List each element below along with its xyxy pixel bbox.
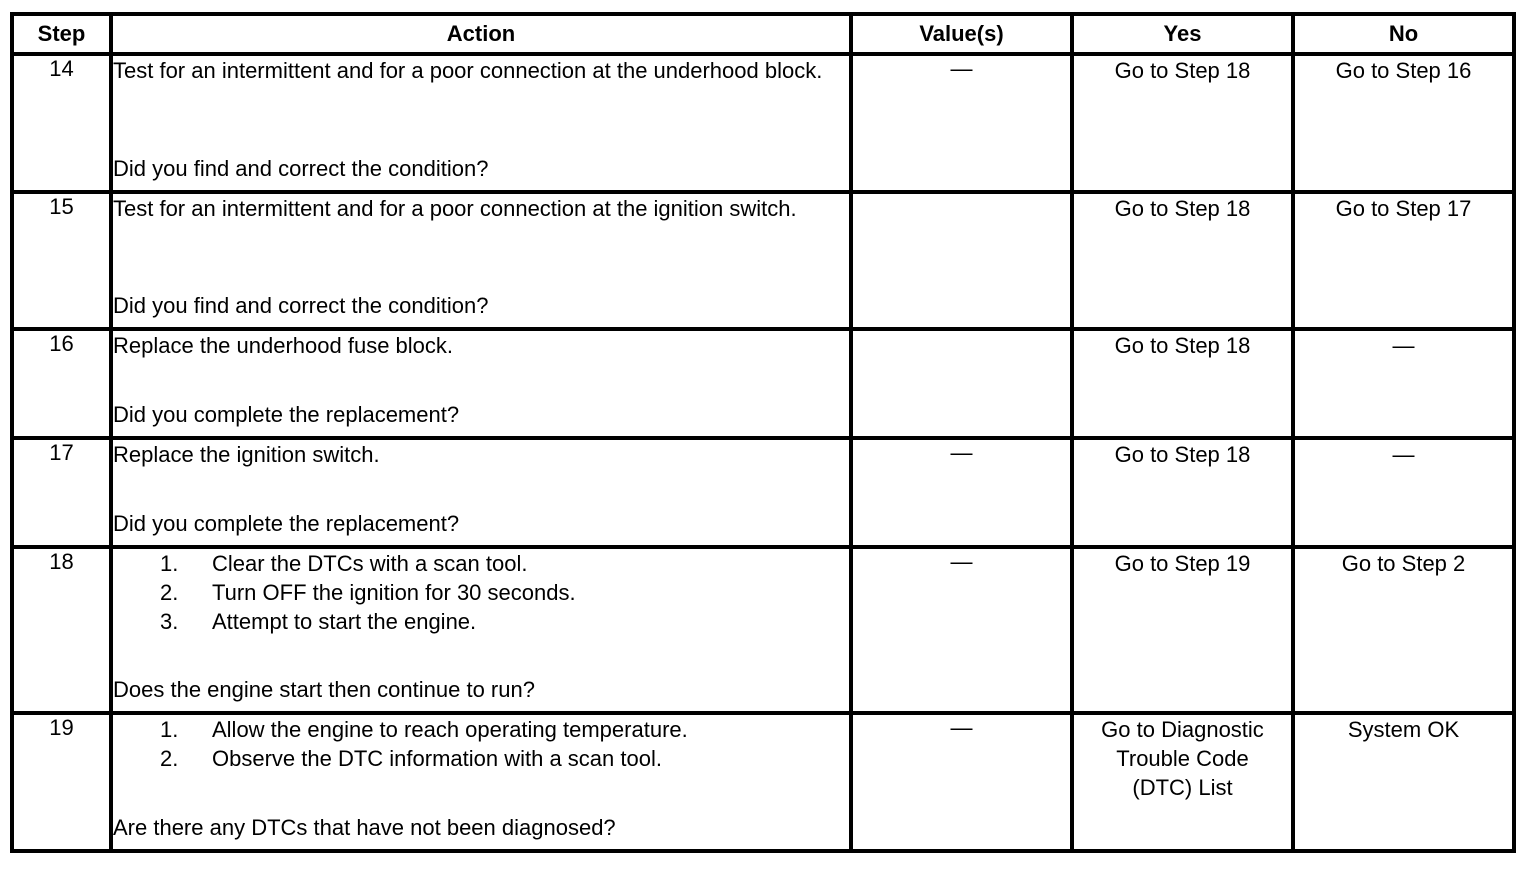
action-step-list — [113, 549, 849, 636]
list-item — [160, 549, 849, 578]
no-result: — — [1293, 438, 1514, 547]
table-row — [12, 438, 1514, 547]
value-cell — [851, 192, 1072, 329]
header-yes: Yes — [1072, 14, 1293, 54]
step-number: 18 — [12, 547, 111, 713]
list-number: 1. — [160, 717, 179, 742]
yes-result: Go to Step 18 — [1072, 329, 1293, 438]
action-question: Are there any DTCs that have not been diagnosed? — [113, 815, 616, 840]
diagnostic-table — [10, 12, 1516, 853]
no-result: System OK — [1293, 713, 1514, 851]
list-text: Allow the engine to reach operating temperature. — [212, 717, 688, 742]
action-cell — [111, 329, 851, 438]
no-result: Go to Step 17 — [1293, 192, 1514, 329]
action-cell — [111, 713, 851, 851]
step-number: 17 — [12, 438, 111, 547]
yes-result: Go to Step 19 — [1072, 547, 1293, 713]
yes-result: Go to Step 18 — [1072, 192, 1293, 329]
list-text: Turn OFF the ignition for 30 seconds. — [212, 580, 576, 605]
action-step-list — [113, 715, 849, 773]
no-result: — — [1293, 329, 1514, 438]
action-text: Replace the underhood fuse block. — [113, 333, 454, 358]
list-item — [160, 607, 849, 636]
table-row — [12, 192, 1514, 329]
action-text: Test for an intermittent and for a poor connection at the underhood block. — [113, 58, 823, 83]
no-result: Go to Step 2 — [1293, 547, 1514, 713]
list-number: 2. — [160, 580, 179, 605]
list-number: 1. — [160, 551, 179, 576]
step-number: 19 — [12, 713, 111, 851]
no-result: Go to Step 16 — [1293, 54, 1514, 192]
header-action: Action — [111, 14, 851, 54]
action-cell — [111, 192, 851, 329]
table-row — [12, 713, 1514, 851]
list-number: 3. — [160, 609, 179, 634]
action-text: Replace the ignition switch. — [113, 442, 380, 467]
list-text: Observe the DTC information with a scan tool. — [212, 746, 662, 771]
yes-result: Go to Step 18 — [1072, 54, 1293, 192]
table-row — [12, 54, 1514, 192]
step-number: 15 — [12, 192, 111, 329]
header-row — [12, 14, 1514, 54]
value-cell: — — [851, 713, 1072, 851]
value-cell: — — [851, 54, 1072, 192]
yes-result: Go to Step 18 — [1072, 438, 1293, 547]
action-cell — [111, 547, 851, 713]
action-cell — [111, 54, 851, 192]
value-cell: — — [851, 547, 1072, 713]
list-number: 2. — [160, 746, 179, 771]
header-values: Value(s) — [851, 14, 1072, 54]
list-item — [160, 744, 849, 773]
header-step: Step — [12, 14, 111, 54]
list-item — [160, 715, 849, 744]
action-text: Test for an intermittent and for a poor connection at the ignition switch. — [113, 196, 797, 221]
table-row — [12, 329, 1514, 438]
action-question: Did you find and correct the condition? — [113, 156, 489, 181]
list-text: Clear the DTCs with a scan tool. — [212, 551, 528, 576]
step-number: 16 — [12, 329, 111, 438]
list-item — [160, 578, 849, 607]
action-question: Does the engine start then continue to run? — [113, 677, 535, 702]
action-question: Did you complete the replacement? — [113, 402, 460, 427]
step-number: 14 — [12, 54, 111, 192]
yes-result: Go to Diagnostic Trouble Code (DTC) List — [1072, 713, 1293, 851]
list-text: Attempt to start the engine. — [212, 609, 477, 634]
table-row — [12, 547, 1514, 713]
action-question: Did you find and correct the condition? — [113, 293, 489, 318]
value-cell — [851, 329, 1072, 438]
action-question: Did you complete the replacement? — [113, 511, 460, 536]
header-no: No — [1293, 14, 1514, 54]
action-cell — [111, 438, 851, 547]
value-cell: — — [851, 438, 1072, 547]
